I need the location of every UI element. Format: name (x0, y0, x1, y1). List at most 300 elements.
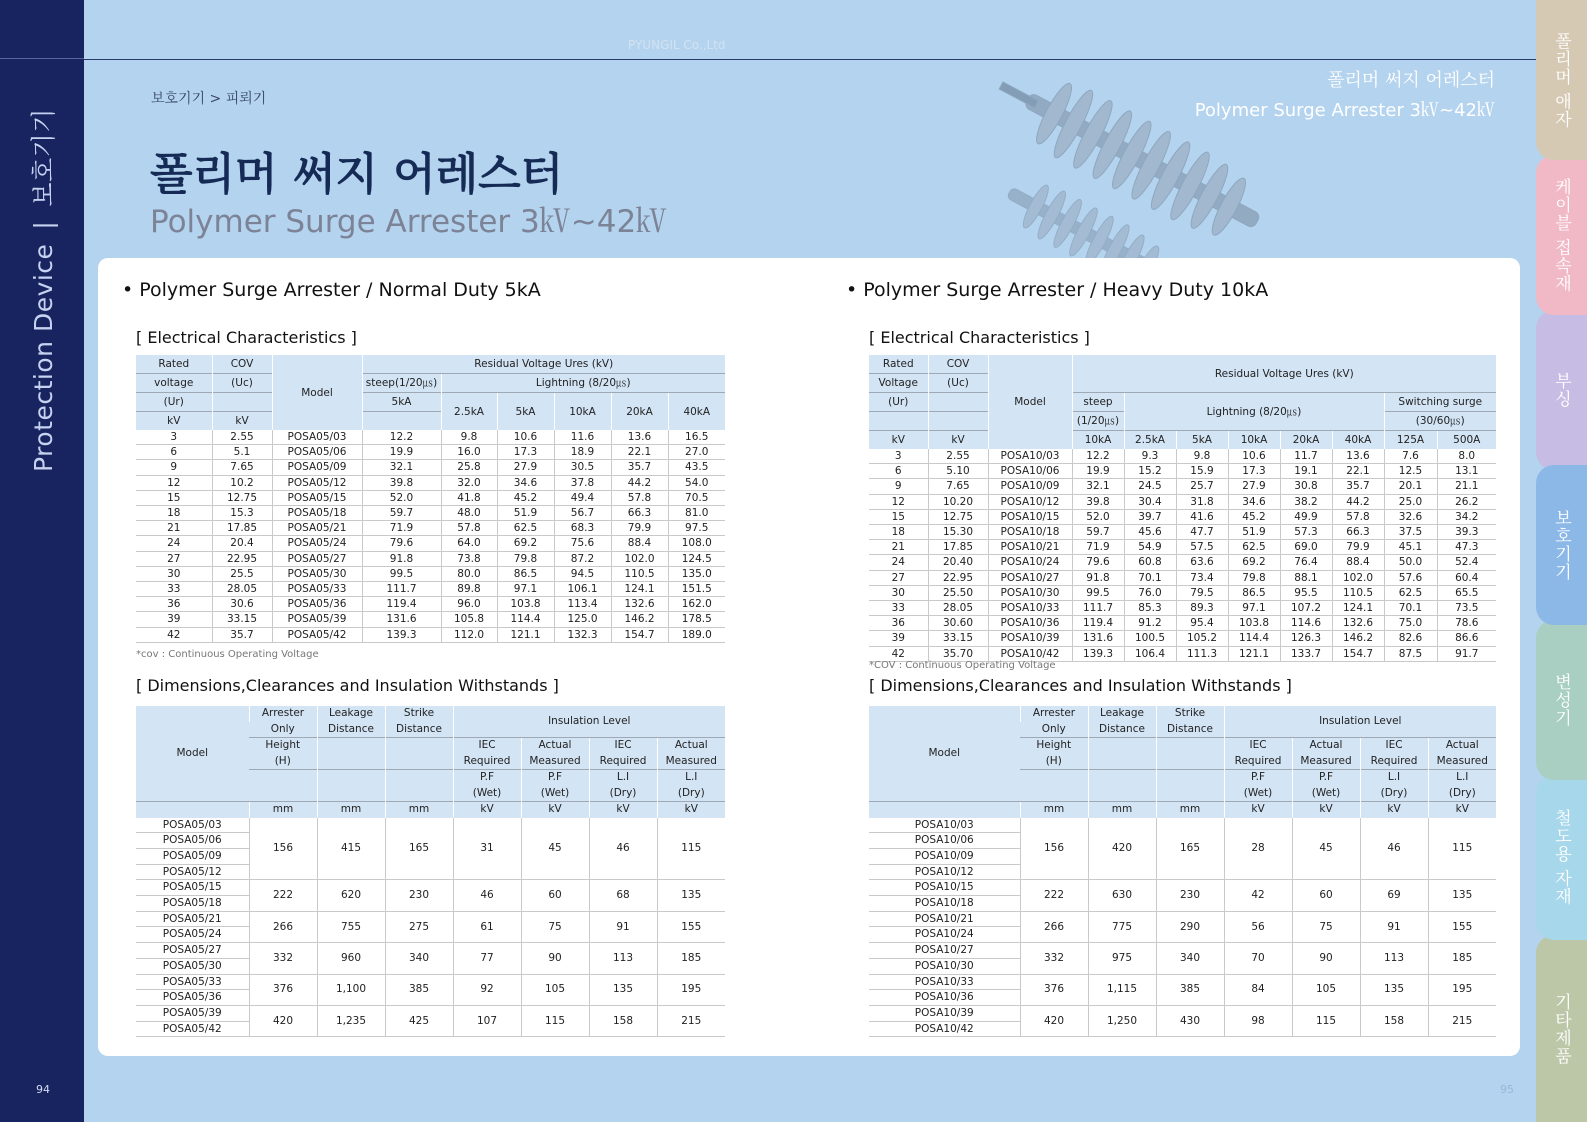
table-cell: 21.1 (1437, 479, 1496, 494)
dim-col-iec-li: (Dry) (589, 786, 657, 802)
table-cell: 110.5 (611, 566, 668, 581)
table-cell: 13.6 (611, 430, 668, 445)
table-row (869, 585, 1496, 600)
table-cell: 45.1 (1384, 540, 1437, 555)
table-cell: POSA05/06 (272, 445, 362, 460)
col-current: 40kA (668, 393, 725, 431)
table-cell: POSA05/39 (272, 612, 362, 627)
table-cell: 7.6 (1384, 449, 1437, 464)
table-cell: 27.0 (668, 445, 725, 460)
side-band-rule (0, 58, 84, 59)
tab-protection-device[interactable] (1536, 465, 1587, 625)
table-row (869, 464, 1496, 479)
table-cell: 12.75 (928, 509, 988, 524)
table-cell: 151.5 (668, 582, 725, 597)
dim-blank (385, 770, 453, 786)
value-cell: 376 (1020, 974, 1088, 1005)
table-cell: 31.8 (1176, 494, 1228, 509)
table-cell: 8.0 (1437, 449, 1496, 464)
table-cell: 2.55 (928, 449, 988, 464)
table-cell: 112.0 (441, 627, 497, 642)
table-cell: 17.3 (497, 445, 554, 460)
table-cell: 6 (869, 464, 928, 479)
value-cell: 70 (1224, 943, 1292, 974)
dim-col-act-li: (Dry) (1428, 786, 1496, 802)
dim-blank (1088, 786, 1156, 802)
table-row (136, 536, 725, 551)
dim-col-iec-pf: IEC (1224, 738, 1292, 754)
table-cell: 18.9 (554, 445, 611, 460)
dim-unit: kV (521, 802, 589, 818)
table-row (869, 555, 1496, 570)
dim-col-arrester: Arrester (1020, 706, 1088, 722)
table-cell: 30 (136, 566, 212, 581)
table-cell: 33 (869, 601, 928, 616)
table-cell: 87.5 (1384, 646, 1437, 661)
table-cell: 95.4 (1176, 616, 1228, 631)
col-rated: Rated (869, 355, 928, 374)
value-cell: 61 (453, 911, 521, 942)
dim-col-iec-li: IEC (1360, 738, 1428, 754)
table-cell: POSA10/30 (988, 585, 1072, 600)
col-current: 10kA (1228, 431, 1280, 450)
value-cell: 46 (453, 880, 521, 911)
table-cell: 49.9 (1280, 509, 1332, 524)
table-cell: 5.1 (212, 445, 272, 460)
table-row (136, 551, 725, 566)
table-cell: 32.1 (1072, 479, 1124, 494)
table-cell: 33.15 (928, 631, 988, 646)
table-cell: 10.6 (497, 430, 554, 445)
table-cell: 21 (136, 521, 212, 536)
table-row (136, 943, 725, 959)
dim-col-act-pf: Measured (521, 754, 589, 770)
value-cell: 332 (1020, 943, 1088, 974)
value-cell: 960 (317, 943, 385, 974)
value-cell: 46 (1360, 818, 1428, 880)
col-steep: steep(1/20㎲) (362, 374, 441, 393)
table-cell: 32.0 (441, 475, 497, 490)
table-cell: 24.5 (1124, 479, 1176, 494)
table-cell: 178.5 (668, 612, 725, 627)
dim-col-iec-pf: P.F (453, 770, 521, 786)
table-cell: 75.0 (1384, 616, 1437, 631)
table-cell: 33.15 (212, 612, 272, 627)
table-cell: 3 (869, 449, 928, 464)
table-cell: 3 (136, 430, 212, 445)
dim-blank (249, 786, 317, 802)
table-cell: 135.0 (668, 566, 725, 581)
table-cell: 52.4 (1437, 555, 1496, 570)
company-name: PYUNGIL Co.,Ltd (628, 38, 726, 52)
table-cell: POSA10/15 (988, 509, 1072, 524)
dim-blank (317, 770, 385, 786)
table-cell: 88.1 (1280, 570, 1332, 585)
tab-label: 변성기 (1551, 673, 1571, 727)
value-cell: 91 (1360, 911, 1428, 942)
table-cell: 15.9 (1176, 464, 1228, 479)
table-cell: 86.6 (1437, 631, 1496, 646)
table-cell: 126.3 (1280, 631, 1332, 646)
dim-col-strike-2: Distance (385, 722, 453, 738)
table-cell: 45.2 (497, 490, 554, 505)
table-cell: 43.5 (668, 460, 725, 475)
table-cell: 27 (136, 551, 212, 566)
value-cell: 195 (657, 974, 725, 1005)
table-cell: 24 (869, 555, 928, 570)
heavy-elec-title: [ Electrical Characteristics ] (869, 328, 1090, 347)
value-cell: 420 (1020, 1005, 1088, 1036)
value-cell: 84 (1224, 974, 1292, 1005)
table-row (869, 943, 1496, 959)
table-cell: 71.9 (1072, 540, 1124, 555)
right-title-korean: 폴리머 써지 어레스터 (1327, 70, 1495, 91)
table-cell: 51.9 (1228, 525, 1280, 540)
page-number-right: 95 (1500, 1083, 1514, 1096)
table-cell: POSA05/42 (272, 627, 362, 642)
table-cell: POSA05/36 (272, 597, 362, 612)
model-cell: POSA10/36 (869, 990, 1020, 1006)
model-cell: POSA05/27 (136, 943, 249, 959)
value-cell: 290 (1156, 911, 1224, 942)
model-cell: POSA05/39 (136, 1005, 249, 1021)
table-cell: 11.6 (554, 430, 611, 445)
model-cell: POSA05/24 (136, 927, 249, 943)
dim-blank (317, 786, 385, 802)
table-cell: 65.5 (1437, 585, 1496, 600)
table-cell: 51.9 (497, 506, 554, 521)
value-cell: 105 (521, 974, 589, 1005)
table-cell: 39.3 (1437, 525, 1496, 540)
dim-col-arrester-4: (H) (249, 754, 317, 770)
dim-col-arrester-2: Only (1020, 722, 1088, 738)
page-title-korean: 폴리머 써지 어레스터 (150, 149, 564, 200)
table-cell: 49.4 (554, 490, 611, 505)
col-current: 40kA (1332, 431, 1384, 450)
dim-col-act-li: Actual (657, 738, 725, 754)
table-cell: 21 (869, 540, 928, 555)
table-cell: 52.0 (1072, 509, 1124, 524)
col-cov-unit: kV (928, 431, 988, 450)
value-cell: 185 (1428, 943, 1496, 974)
table-cell: 189.0 (668, 627, 725, 642)
table-cell: 30.6 (212, 597, 272, 612)
dim-unit: kV (657, 802, 725, 818)
dim-col-arrester-3: Height (249, 738, 317, 754)
value-cell: 135 (1428, 880, 1496, 911)
table-cell: 22.95 (928, 570, 988, 585)
table-cell: 66.3 (611, 506, 668, 521)
col-steep-2: (1/20㎲) (1072, 412, 1124, 431)
table-cell: POSA10/36 (988, 616, 1072, 631)
table-cell: 36 (136, 597, 212, 612)
table-cell: 7.65 (212, 460, 272, 475)
table-cell: 10.2 (212, 475, 272, 490)
value-cell: 165 (1156, 818, 1224, 880)
table-cell: 107.2 (1280, 601, 1332, 616)
model-cell: POSA05/30 (136, 958, 249, 974)
value-cell: 165 (385, 818, 453, 880)
col-model: Model (988, 355, 1072, 449)
table-cell: 48.0 (441, 506, 497, 521)
dim-blank (1020, 770, 1088, 786)
dim-col-act-li: Measured (657, 754, 725, 770)
col-cov-3 (928, 393, 988, 412)
table-cell: 30.4 (1124, 494, 1176, 509)
value-cell: 1,115 (1088, 974, 1156, 1005)
table-cell: POSA05/18 (272, 506, 362, 521)
heavy-electrical-body (869, 449, 1496, 661)
table-cell: 124.5 (668, 551, 725, 566)
chapter-tabs (1536, 0, 1587, 1122)
table-row (136, 911, 725, 927)
tab-label: 폴리머 애자 (1551, 31, 1571, 129)
table-cell: 70.1 (1124, 570, 1176, 585)
table-cell: 60.8 (1124, 555, 1176, 570)
dim-col-iec-li: IEC (589, 738, 657, 754)
tab-other-products[interactable] (1536, 935, 1587, 1122)
table-row (136, 566, 725, 581)
value-cell: 195 (1428, 974, 1496, 1005)
table-cell: 73.8 (441, 551, 497, 566)
side-band (0, 0, 84, 1122)
table-row (869, 525, 1496, 540)
col-rated-3: (Ur) (136, 393, 212, 412)
table-cell: 105.2 (1176, 631, 1228, 646)
value-cell: 340 (1156, 943, 1224, 974)
dim-col-leakage-2: Distance (317, 722, 385, 738)
table-cell: POSA10/39 (988, 631, 1072, 646)
dim-col-leakage: Leakage (317, 706, 385, 722)
table-cell: 25.0 (1384, 494, 1437, 509)
table-cell: 9 (869, 479, 928, 494)
model-cell: POSA05/03 (136, 818, 249, 833)
table-cell: 86.5 (497, 566, 554, 581)
dim-col-iec-li: L.I (1360, 770, 1428, 786)
table-cell: 69.0 (1280, 540, 1332, 555)
table-cell: 36 (869, 616, 928, 631)
table-cell: 26.2 (1437, 494, 1496, 509)
heavy-dimension-body (869, 818, 1496, 1037)
table-row (869, 631, 1496, 646)
table-cell: 35.70 (928, 646, 988, 661)
table-row (869, 494, 1496, 509)
normal-duty-title: • Polymer Surge Arrester / Normal Duty 5kA (122, 279, 541, 301)
table-cell: 91.8 (362, 551, 441, 566)
col-current: 5kA (1176, 431, 1228, 450)
table-cell: 76.4 (1280, 555, 1332, 570)
table-cell: 131.6 (1072, 631, 1124, 646)
table-cell: 12.2 (1072, 449, 1124, 464)
table-cell: POSA05/30 (272, 566, 362, 581)
table-row (136, 506, 725, 521)
tab-bushing[interactable] (1536, 310, 1587, 470)
dim-col-arrester-3: Height (1020, 738, 1088, 754)
table-row (136, 521, 725, 536)
tab-railway-material[interactable] (1536, 775, 1587, 940)
col-current: 2.5kA (441, 393, 497, 431)
value-cell: 90 (521, 943, 589, 974)
col-current: 2.5kA (1124, 431, 1176, 450)
value-cell: 115 (1292, 1005, 1360, 1036)
value-cell: 115 (657, 818, 725, 880)
col-cov-blank (928, 412, 988, 431)
heavy-duty-title-text: Polymer Surge Arrester / Heavy Duty 10kA (863, 279, 1269, 301)
dim-col-iec-li: L.I (589, 770, 657, 786)
table-cell: 79.9 (611, 521, 668, 536)
table-cell: 52.0 (362, 490, 441, 505)
dim-unit: kV (1224, 802, 1292, 818)
tab-label: 부싱 (1551, 372, 1571, 408)
dim-col-model: Model (869, 706, 1020, 802)
dim-col-act-li: L.I (1428, 770, 1496, 786)
table-cell: 119.4 (1072, 616, 1124, 631)
model-cell: POSA05/06 (136, 833, 249, 849)
table-cell: 24 (136, 536, 212, 551)
table-cell: 18 (869, 525, 928, 540)
value-cell: 90 (1292, 943, 1360, 974)
heavy-dimension-table (869, 706, 1496, 1037)
value-cell: 158 (589, 1005, 657, 1036)
dim-col-insulation: Insulation Level (453, 706, 725, 738)
table-cell: 106.1 (554, 582, 611, 597)
normal-electrical-body (136, 430, 725, 642)
table-cell: 91.2 (1124, 616, 1176, 631)
table-cell: 22.1 (611, 445, 668, 460)
value-cell: 266 (249, 911, 317, 942)
table-cell: 57.6 (1384, 570, 1437, 585)
table-cell: 22.95 (212, 551, 272, 566)
value-cell: 113 (589, 943, 657, 974)
tab-polymer-insulator[interactable] (1536, 0, 1587, 160)
col-current: 500A (1437, 431, 1496, 450)
dim-col-act-pf: Measured (1292, 754, 1360, 770)
table-cell: 108.0 (668, 536, 725, 551)
table-cell: 70.1 (1384, 601, 1437, 616)
table-cell: 9.3 (1124, 449, 1176, 464)
table-row (136, 880, 725, 896)
table-cell: 76.0 (1124, 585, 1176, 600)
side-category-separator: | (29, 220, 58, 230)
table-cell: 86.5 (1228, 585, 1280, 600)
value-cell: 215 (657, 1005, 725, 1036)
table-cell: 12.75 (212, 490, 272, 505)
right-page-header (1195, 66, 1495, 122)
value-cell: 75 (521, 911, 589, 942)
dim-col-iec-li: (Dry) (1360, 786, 1428, 802)
table-cell: 42 (869, 646, 928, 661)
table-cell: 87.2 (554, 551, 611, 566)
value-cell: 158 (1360, 1005, 1428, 1036)
value-cell: 185 (657, 943, 725, 974)
table-cell: 103.8 (497, 597, 554, 612)
dim-col-act-pf: Actual (521, 738, 589, 754)
table-cell: 44.2 (611, 475, 668, 490)
table-cell: 30.8 (1280, 479, 1332, 494)
dim-col-iec-pf: IEC (453, 738, 521, 754)
dim-unit: kV (1292, 802, 1360, 818)
normal-electrical-table (136, 355, 725, 643)
dim-col-leakage-2: Distance (1088, 722, 1156, 738)
value-cell: 230 (1156, 880, 1224, 911)
dim-unit: mm (385, 802, 453, 818)
tab-transformer[interactable] (1536, 620, 1587, 780)
page-title-english: Polymer Surge Arrester 3㎸~42㎸ (150, 204, 668, 240)
col-rated-unit: kV (869, 431, 928, 450)
table-cell: 111.7 (1072, 601, 1124, 616)
value-cell: 60 (1292, 880, 1360, 911)
model-cell: POSA10/30 (869, 958, 1020, 974)
table-row (869, 540, 1496, 555)
table-cell: 91.8 (1072, 570, 1124, 585)
col-cov-unit: kV (212, 412, 272, 431)
model-cell: POSA10/42 (869, 1021, 1020, 1037)
dim-blank (317, 738, 385, 754)
table-cell: 28.05 (928, 601, 988, 616)
dim-col-iec-pf: (Wet) (453, 786, 521, 802)
table-cell: 32.6 (1384, 509, 1437, 524)
table-cell: 79.8 (1228, 570, 1280, 585)
dim-col-arrester-4: (H) (1020, 754, 1088, 770)
table-cell: 60.4 (1437, 570, 1496, 585)
table-cell: 79.6 (362, 536, 441, 551)
dim-unit: mm (1156, 802, 1224, 818)
table-cell: 79.9 (1332, 540, 1384, 555)
col-switching: Switching surge (1384, 393, 1496, 412)
normal-duty-title-text: Polymer Surge Arrester / Normal Duty 5kA (139, 279, 541, 301)
table-cell: 59.7 (1072, 525, 1124, 540)
value-cell: 42 (1224, 880, 1292, 911)
table-row (869, 509, 1496, 524)
dim-col-iec-pf: Required (1224, 754, 1292, 770)
table-cell: POSA10/21 (988, 540, 1072, 555)
dim-blank (1156, 770, 1224, 786)
table-cell: 154.7 (611, 627, 668, 642)
side-category-label (24, 108, 60, 472)
value-cell: 755 (317, 911, 385, 942)
table-cell: 47.7 (1176, 525, 1228, 540)
value-cell: 135 (1360, 974, 1428, 1005)
table-cell: 30.60 (928, 616, 988, 631)
table-cell: 110.5 (1332, 585, 1384, 600)
value-cell: 222 (1020, 880, 1088, 911)
table-cell: 37.5 (1384, 525, 1437, 540)
table-cell: 97.1 (1228, 601, 1280, 616)
table-cell: 62.5 (1384, 585, 1437, 600)
side-category-english: Protection Device (29, 243, 58, 472)
table-cell: 54.9 (1124, 540, 1176, 555)
dim-blank (1088, 738, 1156, 754)
col-rated-unit: kV (136, 412, 212, 431)
heavy-duty-title: • Polymer Surge Arrester / Heavy Duty 10kA (846, 279, 1269, 301)
tab-cable-accessory[interactable] (1536, 155, 1587, 315)
table-row (136, 582, 725, 597)
value-cell: 425 (385, 1005, 453, 1036)
table-cell: 121.1 (497, 627, 554, 642)
table-cell: 82.6 (1384, 631, 1437, 646)
value-cell: 415 (317, 818, 385, 880)
table-cell: POSA10/06 (988, 464, 1072, 479)
table-cell: 62.5 (497, 521, 554, 536)
table-cell: 37.8 (554, 475, 611, 490)
col-rated: Rated (136, 355, 212, 374)
table-cell: POSA05/03 (272, 430, 362, 445)
model-cell: POSA10/06 (869, 833, 1020, 849)
table-cell: 15 (869, 509, 928, 524)
heavy-dim-title: [ Dimensions,Clearances and Insulation Withstands ] (869, 676, 1292, 695)
table-cell: 12.2 (362, 430, 441, 445)
table-row (869, 1005, 1496, 1021)
